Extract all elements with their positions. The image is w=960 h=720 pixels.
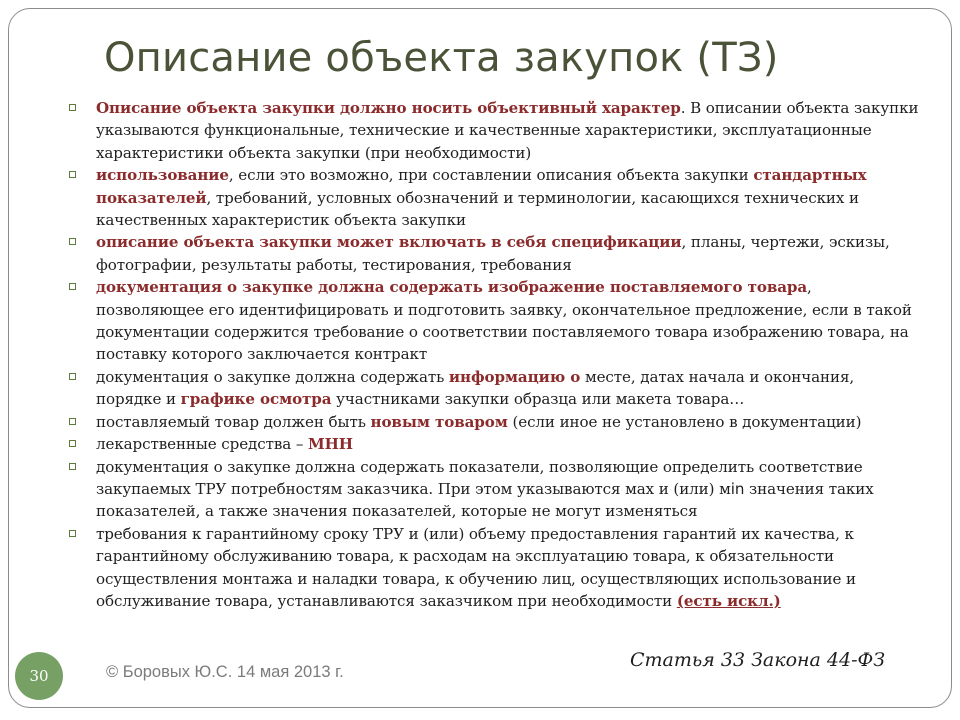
bullet-item (66, 433, 924, 455)
bullet-text: значения таких показателей, а также значения показателей, которые не могут изменяться (96, 479, 874, 521)
highlight-text: стандартных показателей (96, 166, 867, 207)
bullet-text: , планы, чертежи, эскизы, фотографии, результаты работы, тестирования, требования (96, 233, 890, 274)
bullet-text: месте, датах начала и окончания, порядке и (96, 367, 855, 409)
highlight-text: описание объекта закупки может включать в себя спецификации (96, 233, 682, 252)
slide-title: Описание объекта закупок (ТЗ) (104, 35, 779, 81)
bullet-item (66, 97, 924, 164)
bullet-item (66, 231, 924, 276)
square-bullet-icon (69, 373, 76, 380)
highlight-text: графике осмотра (180, 390, 332, 409)
bullet-text: , если это возможно, при составлении описания объекта закупки (228, 166, 754, 185)
highlight-text: Описание объекта закупки должно носить объективный характер (96, 99, 681, 117)
highlight-text: использование (96, 166, 229, 185)
bullet-item (66, 164, 924, 231)
bullet-item (66, 366, 924, 411)
square-bullet-icon (69, 171, 76, 178)
bullet-item (66, 456, 924, 523)
highlight-text: МНН (308, 435, 353, 454)
exceptions-link[interactable]: (есть искл.) (676, 591, 781, 610)
bullet-text: документация о закупке должна содержать (96, 367, 449, 386)
square-bullet-icon (69, 463, 76, 470)
footer-copyright: © Боровых Ю.С. 14 мая 2013 г. (106, 663, 344, 681)
highlight-text: новым товаром (370, 412, 508, 431)
bullet-text: поставляемый товар должен быть (96, 412, 371, 431)
bullet-text: документация о закупке должна содержать показатели, позволяющие определить соответствие закупаемых ТРУ потребностям заказчика. При этом указываются мах и (или) м (96, 457, 863, 498)
highlight-text: информацию о (448, 367, 581, 386)
square-bullet-icon (69, 440, 76, 447)
bullet-text: , позволяющее его идентифицировать и подготовить заявку, окончательное предложение, если в такой документации содержится требование о соответствии поставляемого товара изображению товара, на поставку которого заключается контракт (96, 278, 912, 364)
bullet-text-min: in (730, 479, 745, 498)
bullet-item (66, 276, 924, 366)
highlight-text: документация о закупке должна содержать изображение поставляемого товара (96, 278, 808, 297)
square-bullet-icon (69, 530, 76, 537)
bullet-text: лекарственные средства – (96, 435, 308, 454)
square-bullet-icon (69, 283, 76, 290)
bullet-text: . В описании объекта закупки указываются функциональные, технические и качественные характеристики, эксплуатационные характеристики объекта закупки (при необходимости) (96, 99, 919, 162)
bullet-list (66, 97, 924, 612)
square-bullet-icon (69, 418, 76, 425)
bullet-item (66, 523, 924, 613)
page-number-badge: 30 (15, 652, 63, 700)
bullet-item (66, 411, 924, 433)
square-bullet-icon (69, 104, 76, 111)
bullet-text: (если иное не установлено в документации) (507, 412, 862, 431)
square-bullet-icon (69, 238, 76, 245)
bullet-text: требования к гарантийному сроку ТРУ и (или) объему предоставления гарантий их качества, к гарантийному обслуживанию товара, к расходам на эксплуатацию товара, к обязательности осуществления монтажа и наладки товара, к обучению лиц, осуществляющих использование и обслуживание товара, устанавливаются заказчиком при необходимости (96, 524, 856, 610)
law-reference: Статья 33 Закона 44-ФЗ (630, 649, 886, 671)
bullet-text: , требований, условных обозначений и терминологии, касающихся технических и качественных характеристик объекта закупки (96, 188, 859, 230)
bullet-text: участниками закупки образца или макета товара… (331, 390, 745, 409)
